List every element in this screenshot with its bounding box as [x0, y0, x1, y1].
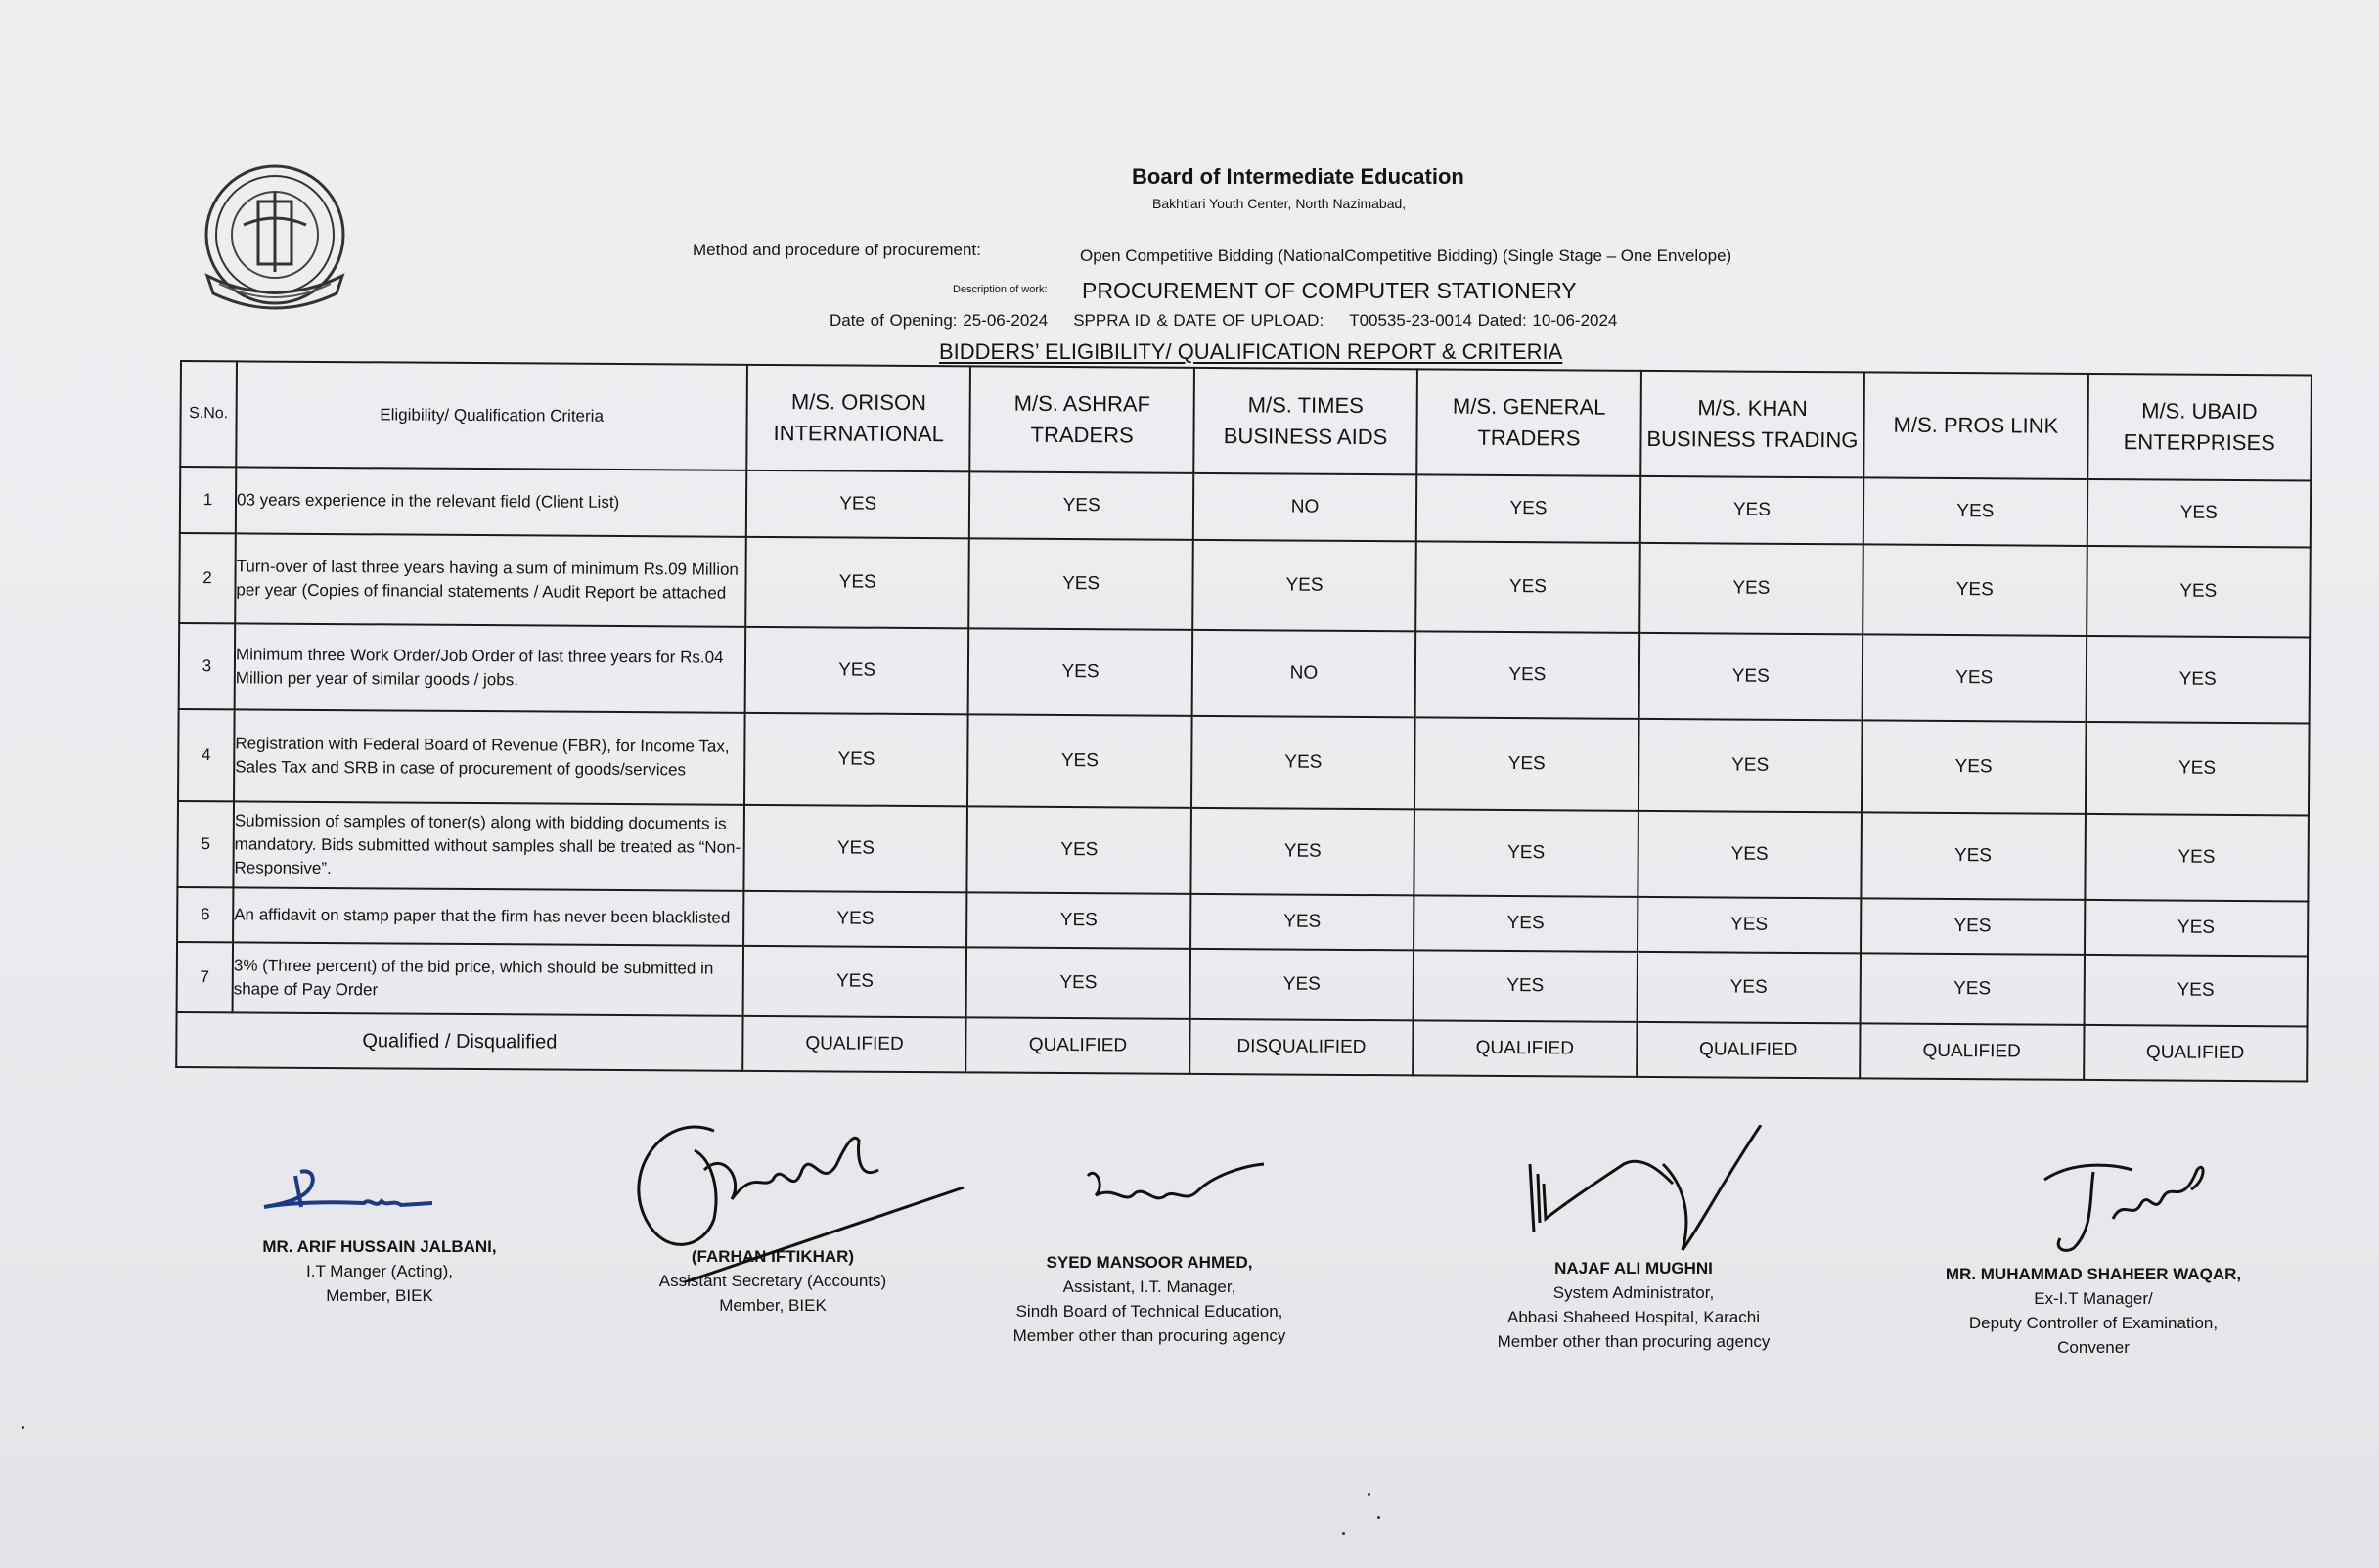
result-cell: YES	[2087, 546, 2311, 638]
table-row	[177, 801, 2309, 901]
signatory-name: MR. MUHAMMAD SHAHEER WAQAR,	[1945, 1265, 2242, 1283]
firm-header	[970, 366, 1194, 473]
eligibility-table-wrap	[175, 360, 2312, 1098]
result-cell: YES	[966, 892, 1190, 949]
row-number: 6	[177, 887, 233, 942]
result-cell: YES	[1638, 633, 1863, 721]
signature-mark	[1076, 1156, 1272, 1225]
result-cell: YES	[1414, 895, 1638, 952]
qualification-cell: QUALIFIED	[1413, 1020, 1637, 1077]
method-label: Method and procedure of procurement:	[693, 241, 981, 259]
result-cell: YES	[1190, 894, 1414, 951]
firm-name-line: M/S. ASHRAF	[1013, 390, 1151, 417]
result-cell: YES	[1638, 897, 1862, 954]
firm-name-line: M/S. PROS LINK	[1893, 412, 2059, 438]
firm-name-line: ENTERPRISES	[2123, 429, 2275, 456]
result-cell: YES	[1863, 544, 2087, 636]
firm-name-line: M/S. TIMES	[1247, 392, 1364, 419]
result-cell: YES	[743, 946, 967, 1018]
result-cell: YES	[2087, 479, 2311, 548]
signatory-title: I.T Manger (Acting),	[306, 1262, 453, 1280]
result-cell: YES	[1414, 809, 1638, 897]
result-cell: YES	[1414, 717, 1638, 811]
qualification-cell: DISQUALIFIED	[1190, 1019, 1414, 1076]
result-cell: YES	[2084, 955, 2308, 1027]
signatory-title: Member, BIEK	[719, 1296, 827, 1315]
result-cell: YES	[967, 714, 1191, 808]
signatory-block	[1467, 1256, 1800, 1354]
result-cell: YES	[1416, 474, 1640, 543]
paper-speck	[1377, 1516, 1380, 1519]
firm-name-line: INTERNATIONAL	[773, 421, 945, 447]
signatory-block	[1912, 1262, 2274, 1360]
result-cell: YES	[969, 538, 1193, 630]
firm-header	[1640, 371, 1864, 478]
board-seal-icon	[200, 162, 350, 319]
result-cell: YES	[743, 891, 967, 948]
signatory-block	[233, 1234, 526, 1308]
criteria-text: Submission of samples of toner(s) along with bidding documents is mandatory. Bids submitted without samples shall be treated as “Non-Responsive”.	[233, 801, 744, 890]
result-cell: NO	[1191, 630, 1415, 718]
firm-header	[2087, 374, 2312, 481]
signatory-name: MR. ARIF HUSSAIN JALBANI,	[262, 1237, 497, 1256]
result-cell: YES	[2085, 900, 2309, 957]
result-cell: YES	[745, 537, 969, 629]
firm-name-line: M/S. ORISON	[790, 389, 927, 416]
paper-speck	[1368, 1493, 1370, 1496]
result-cell: YES	[1861, 953, 2085, 1025]
result-cell: YES	[1861, 812, 2085, 900]
result-cell: YES	[967, 806, 1191, 894]
firm-name-line: M/S. GENERAL	[1452, 393, 1606, 420]
signature-mark	[1526, 1125, 1771, 1262]
result-cell: YES	[1637, 952, 1861, 1024]
criteria-text: Registration with Federal Board of Revenue (FBR), for Income Tax, Sales Tax and SRB in case of procurement of goods/services	[234, 709, 745, 804]
signatory-block	[988, 1250, 1311, 1348]
signatory-title: Assistant Secretary (Accounts)	[658, 1272, 887, 1290]
criteria-text: Turn-over of last three years having a sum of minimum Rs.09 Million per year (Copies of financial statements / Audit Report be attached	[235, 533, 746, 626]
signatory-name: NAJAF ALI MUGHNI	[1554, 1259, 1713, 1277]
result-cell: YES	[1863, 477, 2087, 546]
firm-header	[1863, 372, 2087, 479]
result-cell: YES	[1415, 631, 1639, 719]
firm-name-line: TRADERS	[1030, 422, 1134, 448]
result-cell: YES	[1191, 716, 1415, 810]
result-cell: YES	[2085, 722, 2309, 816]
result-cell: YES	[2085, 814, 2309, 902]
table-row	[178, 709, 2310, 815]
signatory-title: System Administrator,	[1552, 1283, 1715, 1302]
row-number: 3	[179, 623, 236, 709]
result-cell: YES	[1414, 950, 1638, 1022]
result-cell: YES	[1638, 719, 1863, 813]
org-address: Bakhtiari Youth Center, North Nazimabad,	[1152, 196, 1407, 211]
criteria-text: 3% (Three percent) of the bid price, which should be submitted in shape of Pay Order	[233, 942, 743, 1015]
org-name: Board of Intermediate Education	[1132, 164, 1464, 189]
signatory-title: Deputy Controller of Examination,	[1968, 1314, 2219, 1332]
result-cell: YES	[1190, 949, 1414, 1021]
result-cell: YES	[745, 627, 969, 715]
firm-name-line: BUSINESS AIDS	[1223, 424, 1388, 450]
criteria-text: 03 years experience in the relevant field (Client List)	[236, 467, 746, 536]
result-cell: YES	[744, 713, 968, 807]
result-cell: NO	[1193, 473, 1417, 542]
qualification-cell: QUALIFIED	[1637, 1022, 1861, 1079]
dates-line	[830, 311, 1642, 331]
firm-name-line: BUSINESS TRADING	[1646, 426, 1859, 453]
row-number: 7	[177, 942, 233, 1012]
qualified-label: Qualified / Disqualified	[176, 1012, 742, 1071]
signatory-name: (FARHAN IFTIKHAR)	[691, 1247, 855, 1266]
result-cell: YES	[2086, 636, 2310, 724]
signature-mark	[256, 1164, 442, 1232]
signatory-title: Sindh Board of Technical Education,	[1015, 1302, 1283, 1321]
qualification-cell: QUALIFIED	[1860, 1023, 2084, 1080]
criteria-text: Minimum three Work Order/Job Order of last three years for Rs.04 Million per year of similar goods / jobs.	[235, 623, 746, 712]
table-row	[179, 533, 2311, 637]
eligibility-table	[175, 360, 2312, 1082]
firm-header	[1193, 368, 1417, 475]
signatory-title: Member other than procuring agency	[1012, 1326, 1286, 1345]
firm-name-line: M/S. KHAN	[1697, 395, 1808, 422]
result-cell: YES	[743, 805, 967, 893]
signatory-title: Assistant, I.T. Manager,	[1062, 1277, 1236, 1296]
signatory-title: Abbasi Shaheed Hospital, Karachi	[1507, 1308, 1760, 1326]
paper-speck	[22, 1426, 24, 1429]
result-cell: YES	[1190, 808, 1414, 896]
signatory-title: Convener	[2057, 1338, 2130, 1357]
row-number: 5	[177, 801, 234, 887]
row-number: 4	[178, 709, 235, 801]
result-cell: YES	[1862, 720, 2086, 814]
result-cell: YES	[1861, 898, 2085, 955]
result-cell: YES	[1638, 811, 1862, 899]
date-of-opening: Date of Opening: 25-06-2024	[830, 311, 1049, 330]
col-sno-header: S.No.	[180, 361, 237, 467]
firm-header	[746, 365, 970, 472]
result-cell: YES	[1192, 540, 1416, 632]
qualification-cell: QUALIFIED	[966, 1017, 1190, 1074]
firm-name-line: M/S. UBAID	[2141, 398, 2258, 425]
table-row	[179, 623, 2311, 723]
result-cell: YES	[966, 947, 1190, 1019]
result-cell: YES	[1639, 476, 1863, 545]
firm-name-line: TRADERS	[1477, 425, 1581, 451]
row-number: 2	[179, 533, 236, 623]
paper-speck	[1342, 1532, 1345, 1535]
description-value: PROCUREMENT OF COMPUTER STATIONERY	[1082, 278, 1577, 303]
criteria-rows	[176, 467, 2311, 1081]
sppra-label: SPPRA ID & DATE OF UPLOAD:	[1073, 311, 1324, 330]
row-number: 1	[180, 467, 236, 533]
firm-header	[1417, 369, 1641, 476]
col-criteria-header: Eligibility/ Qualification Criteria	[236, 361, 747, 470]
signatory-title: Member, BIEK	[326, 1286, 433, 1305]
sppra-value: T00535-23-0014 Dated: 10-06-2024	[1349, 311, 1618, 330]
signatory-block	[626, 1244, 920, 1318]
result-cell: YES	[968, 628, 1192, 716]
result-cell: YES	[969, 471, 1193, 540]
qualification-cell: QUALIFIED	[2084, 1025, 2308, 1082]
qualification-cell: QUALIFIED	[742, 1016, 966, 1073]
description-label: Description of work:	[953, 284, 1048, 295]
result-cell: YES	[1639, 543, 1863, 635]
method-value: Open Competitive Bidding (NationalCompetitive Bidding) (Single Stage – One Envelope)	[1080, 246, 1732, 265]
result-cell: YES	[746, 470, 970, 539]
signatory-title: Member other than procuring agency	[1497, 1332, 1771, 1351]
signatory-name: SYED MANSOOR AHMED,	[1046, 1253, 1253, 1272]
report-title: BIDDERS’ ELIGIBILITY/ QUALIFICATION REPORT & CRITERIA	[939, 339, 1563, 364]
signature-mark	[2025, 1150, 2211, 1258]
result-cell: YES	[1863, 634, 2087, 722]
result-cell: YES	[1415, 541, 1639, 633]
signatory-title: Ex-I.T Manager/	[2034, 1289, 2153, 1308]
criteria-text: An affidavit on stamp paper that the firm has never been blacklisted	[233, 887, 743, 945]
